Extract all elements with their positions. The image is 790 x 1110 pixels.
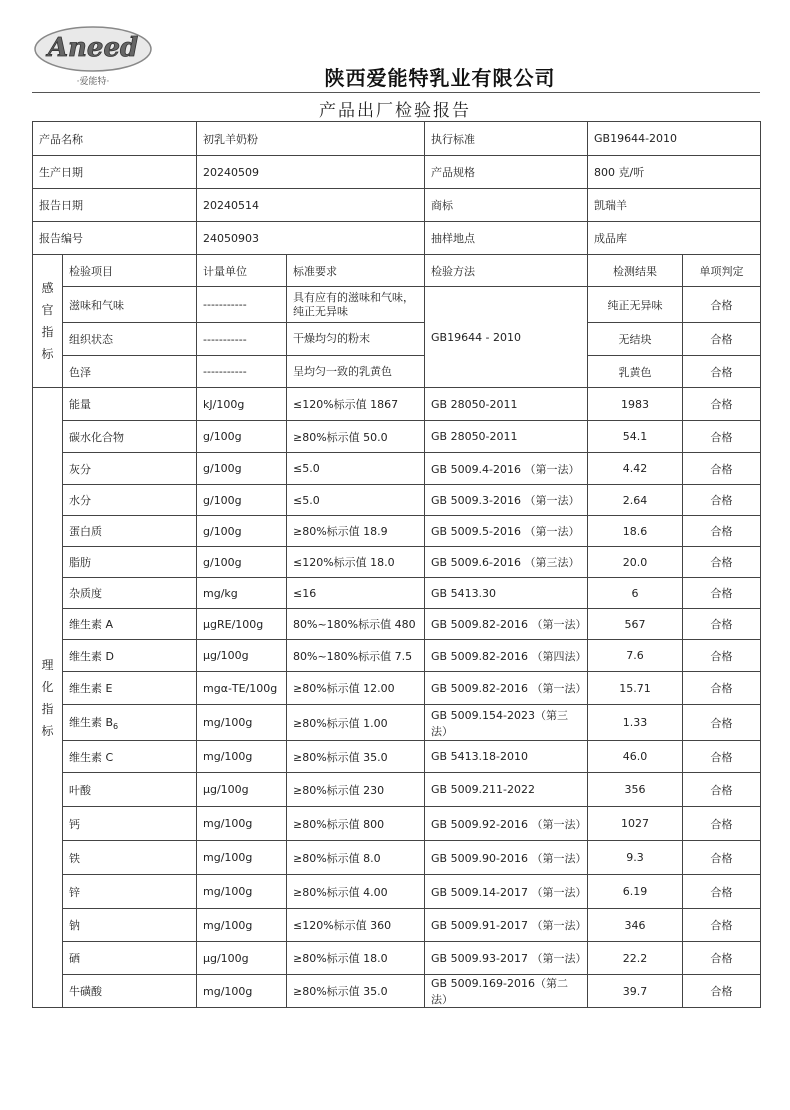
item-name-text: 叶酸 (69, 783, 91, 797)
item-method: GB 5009.4-2016 （第一法） (425, 453, 588, 485)
item-method: GB 5009.3-2016 （第一法） (425, 485, 588, 516)
header-label: 产品名称 (33, 122, 197, 156)
item-name-text: 维生素 C (69, 750, 114, 764)
sensory-method: GB19644 - 2010 (425, 287, 588, 388)
header-row (33, 222, 761, 255)
item-result: 39.7 (588, 975, 683, 1008)
item-unit: mg/kg (197, 578, 287, 609)
item-verdict: 合格 (683, 807, 761, 841)
item-requirement: ≥80%标示值 800 (287, 807, 425, 841)
col-item-header: 检验项目 (63, 255, 197, 287)
item-unit: g/100g (197, 485, 287, 516)
item-name: 色泽 (63, 356, 197, 388)
item-verdict: 合格 (683, 909, 761, 942)
item-unit: ----------- (197, 323, 287, 356)
header-label: 报告日期 (33, 189, 197, 222)
item-name (63, 609, 197, 640)
item-verdict: 合格 (683, 773, 761, 807)
item-name-subscript: 6 (113, 722, 119, 732)
item-method: GB 5009.169-2016（第二法） (425, 975, 588, 1008)
header-label: 商标 (425, 189, 588, 222)
item-requirement: ≥80%标示值 35.0 (287, 975, 425, 1008)
physchem-row (33, 609, 761, 640)
item-requirement: ≥80%标示值 230 (287, 773, 425, 807)
item-method: GB 5009.91-2017 （第一法） (425, 909, 588, 942)
item-name-text: 维生素 E (69, 682, 113, 695)
item-requirement: ≥80%标示值 4.00 (287, 875, 425, 909)
item-result: 46.0 (588, 741, 683, 773)
item-method: GB 5009.92-2016 （第一法） (425, 807, 588, 841)
col-unit-header: 计量单位 (197, 255, 287, 287)
item-requirement: 干燥均匀的粉末 (287, 323, 425, 356)
physchem-row (33, 705, 761, 741)
item-name (63, 547, 197, 578)
company-name: 陕西爱能特乳业有限公司 (324, 66, 556, 90)
item-result: 6.19 (588, 875, 683, 909)
item-verdict: 合格 (683, 942, 761, 975)
header-value: 800 克/听 (588, 156, 761, 189)
item-requirement: ≥80%标示值 12.00 (287, 672, 425, 705)
physchem-category: 理 化 指 标 (33, 388, 63, 1008)
item-verdict: 合格 (683, 388, 761, 421)
item-name (63, 942, 197, 975)
item-result: 2.64 (588, 485, 683, 516)
item-verdict: 合格 (683, 516, 761, 547)
item-method: GB 5009.90-2016 （第一法） (425, 841, 588, 875)
item-result: 7.6 (588, 640, 683, 672)
item-unit: mg/100g (197, 909, 287, 942)
item-requirement: ≥80%标示值 35.0 (287, 741, 425, 773)
header-label: 报告编号 (33, 222, 197, 255)
item-name-text: 维生素 A (69, 618, 114, 631)
item-unit: mg/100g (197, 705, 287, 741)
item-verdict: 合格 (683, 841, 761, 875)
item-requirement: ≥80%标示值 50.0 (287, 421, 425, 453)
item-verdict: 合格 (683, 578, 761, 609)
item-result: 15.71 (588, 672, 683, 705)
item-unit: ----------- (197, 287, 287, 323)
item-method: GB 5413.18-2010 (425, 741, 588, 773)
physchem-row (33, 942, 761, 975)
item-name (63, 841, 197, 875)
item-requirement: ≤120%标示值 18.0 (287, 547, 425, 578)
item-verdict: 合格 (683, 975, 761, 1008)
logo-wordmark: Aneed (47, 33, 139, 63)
item-name (63, 773, 197, 807)
item-name-text: 蛋白质 (69, 525, 102, 538)
item-unit: mg/100g (197, 875, 287, 909)
physchem-row (33, 773, 761, 807)
header-value: 初乳羊奶粉 (197, 122, 425, 156)
logo-chinese: ·爱能特· (76, 77, 110, 87)
item-result: 1027 (588, 807, 683, 841)
header-label: 执行标准 (425, 122, 588, 156)
item-requirement: ≥80%标示值 18.0 (287, 942, 425, 975)
header-row (33, 122, 761, 156)
item-name (63, 741, 197, 773)
sensory-category: 感 官 指 标 (33, 255, 63, 388)
item-result: 20.0 (588, 547, 683, 578)
item-requirement: ≥80%标示值 1.00 (287, 705, 425, 741)
item-name-text: 硒 (69, 952, 80, 965)
sensory-row (33, 356, 761, 388)
header-value: 20240514 (197, 189, 425, 222)
item-verdict: 合格 (683, 875, 761, 909)
item-verdict: 合格 (683, 356, 761, 388)
col-verdict-header: 单项判定 (683, 255, 761, 287)
item-result: 纯正无异味 (588, 287, 683, 323)
header-row (33, 189, 761, 222)
item-name (63, 421, 197, 453)
item-result: 乳黄色 (588, 356, 683, 388)
item-method: GB 28050-2011 (425, 421, 588, 453)
item-name-text: 能量 (69, 398, 91, 411)
item-name (63, 578, 197, 609)
item-verdict: 合格 (683, 705, 761, 741)
item-method: GB 5009.82-2016 （第一法） (425, 672, 588, 705)
item-unit: mg/100g (197, 841, 287, 875)
item-unit: mg/100g (197, 975, 287, 1008)
item-verdict: 合格 (683, 609, 761, 640)
physchem-row (33, 909, 761, 942)
item-name-text: 钙 (69, 817, 80, 831)
physchem-row (33, 975, 761, 1008)
item-method: GB 5009.82-2016 （第四法） (425, 640, 588, 672)
item-name-text: 脂肪 (69, 556, 91, 569)
item-requirement: 80%~180%标示值 7.5 (287, 640, 425, 672)
item-method: GB 28050-2011 (425, 388, 588, 421)
item-requirement: ≤120%标示值 1867 (287, 388, 425, 421)
item-name (63, 909, 197, 942)
item-name (63, 516, 197, 547)
item-name (63, 875, 197, 909)
item-unit: mg/100g (197, 741, 287, 773)
header-label: 生产日期 (33, 156, 197, 189)
item-verdict: 合格 (683, 323, 761, 356)
header-label: 产品规格 (425, 156, 588, 189)
item-unit: g/100g (197, 421, 287, 453)
item-result: 4.42 (588, 453, 683, 485)
item-verdict: 合格 (683, 453, 761, 485)
physchem-row (33, 516, 761, 547)
item-unit: μgRE/100g (197, 609, 287, 640)
sensory-row (33, 323, 761, 356)
physchem-row (33, 453, 761, 485)
item-name-text: 锌 (69, 885, 80, 899)
item-name-text: 牛磺酸 (69, 985, 102, 998)
item-name-text: 水分 (69, 494, 91, 507)
header-row (33, 156, 761, 189)
item-requirement: 具有应有的滋味和气味，纯正无异味 (287, 287, 425, 323)
physchem-row (33, 578, 761, 609)
item-verdict: 合格 (683, 287, 761, 323)
physchem-row (33, 547, 761, 578)
item-requirement: ≤5.0 (287, 485, 425, 516)
item-verdict: 合格 (683, 672, 761, 705)
item-name (63, 485, 197, 516)
item-unit: kJ/100g (197, 388, 287, 421)
item-requirement: ≥80%标示值 18.9 (287, 516, 425, 547)
header-value: 24050903 (197, 222, 425, 255)
column-header-row (33, 255, 761, 287)
item-name-text: 铁 (69, 851, 80, 865)
item-requirement: ≤5.0 (287, 453, 425, 485)
item-name: 组织状态 (63, 323, 197, 356)
item-result: 54.1 (588, 421, 683, 453)
item-requirement: 呈均匀一致的乳黄色 (287, 356, 425, 388)
physchem-row (33, 421, 761, 453)
item-name-text: 维生素 D (69, 649, 114, 663)
item-method: GB 5009.14-2017 （第一法） (425, 875, 588, 909)
item-result: 356 (588, 773, 683, 807)
header-label: 抽样地点 (425, 222, 588, 255)
item-unit: g/100g (197, 453, 287, 485)
item-method: GB 5413.30 (425, 578, 588, 609)
item-name (63, 640, 197, 672)
col-req-header: 标准要求 (287, 255, 425, 287)
item-name: 滋味和气味 (63, 287, 197, 323)
item-name (63, 705, 197, 741)
sensory-row (33, 287, 761, 323)
item-requirement: ≤120%标示值 360 (287, 909, 425, 942)
item-unit: μg/100g (197, 773, 287, 807)
item-verdict: 合格 (683, 640, 761, 672)
col-result-header: 检测结果 (588, 255, 683, 287)
item-method: GB 5009.154-2023（第三法） (425, 705, 588, 741)
item-method: GB 5009.211-2022 (425, 773, 588, 807)
item-unit: mg/100g (197, 807, 287, 841)
item-unit: μg/100g (197, 942, 287, 975)
item-requirement: ≥80%标示值 8.0 (287, 841, 425, 875)
item-unit: mgα-TE/100g (197, 672, 287, 705)
item-name-text: 灰分 (69, 462, 91, 476)
physchem-row (33, 640, 761, 672)
physchem-row (33, 672, 761, 705)
item-method: GB 5009.5-2016 （第一法） (425, 516, 588, 547)
physchem-row (33, 875, 761, 909)
item-result: 无结块 (588, 323, 683, 356)
item-name (63, 975, 197, 1008)
physchem-row (33, 485, 761, 516)
item-unit: g/100g (197, 516, 287, 547)
item-method: GB 5009.82-2016 （第一法） (425, 609, 588, 640)
inspection-table (32, 121, 761, 1008)
item-name (63, 388, 197, 421)
item-name-text: 维生素 B (69, 715, 114, 729)
item-method: GB 5009.93-2017 （第一法） (425, 942, 588, 975)
item-requirement: 80%~180%标示值 480 (287, 609, 425, 640)
item-verdict: 合格 (683, 741, 761, 773)
item-name (63, 807, 197, 841)
item-verdict: 合格 (683, 421, 761, 453)
item-name-text: 杂质度 (69, 587, 102, 600)
item-result: 6 (588, 578, 683, 609)
col-method-header: 检验方法 (425, 255, 588, 287)
report-title: 产品出厂检验报告 (319, 101, 471, 121)
item-name (63, 453, 197, 485)
item-requirement: ≤16 (287, 578, 425, 609)
header-value: GB19644-2010 (588, 122, 761, 156)
item-name (63, 672, 197, 705)
header-value: 凯瑞羊 (588, 189, 761, 222)
item-name-text: 碳水化合物 (69, 430, 124, 444)
item-method: GB 5009.6-2016 （第三法） (425, 547, 588, 578)
item-result: 22.2 (588, 942, 683, 975)
item-verdict: 合格 (683, 485, 761, 516)
item-result: 346 (588, 909, 683, 942)
physchem-row (33, 388, 761, 421)
item-unit: μg/100g (197, 640, 287, 672)
item-name-text: 钠 (69, 919, 80, 932)
item-result: 1.33 (588, 705, 683, 741)
header-value: 20240509 (197, 156, 425, 189)
physchem-row (33, 841, 761, 875)
title-divider (32, 92, 760, 93)
item-result: 18.6 (588, 516, 683, 547)
item-result: 567 (588, 609, 683, 640)
header-value: 成品库 (588, 222, 761, 255)
item-verdict: 合格 (683, 547, 761, 578)
physchem-row (33, 741, 761, 773)
item-unit: ----------- (197, 356, 287, 388)
item-result: 9.3 (588, 841, 683, 875)
item-unit: g/100g (197, 547, 287, 578)
physchem-row (33, 807, 761, 841)
item-result: 1983 (588, 388, 683, 421)
